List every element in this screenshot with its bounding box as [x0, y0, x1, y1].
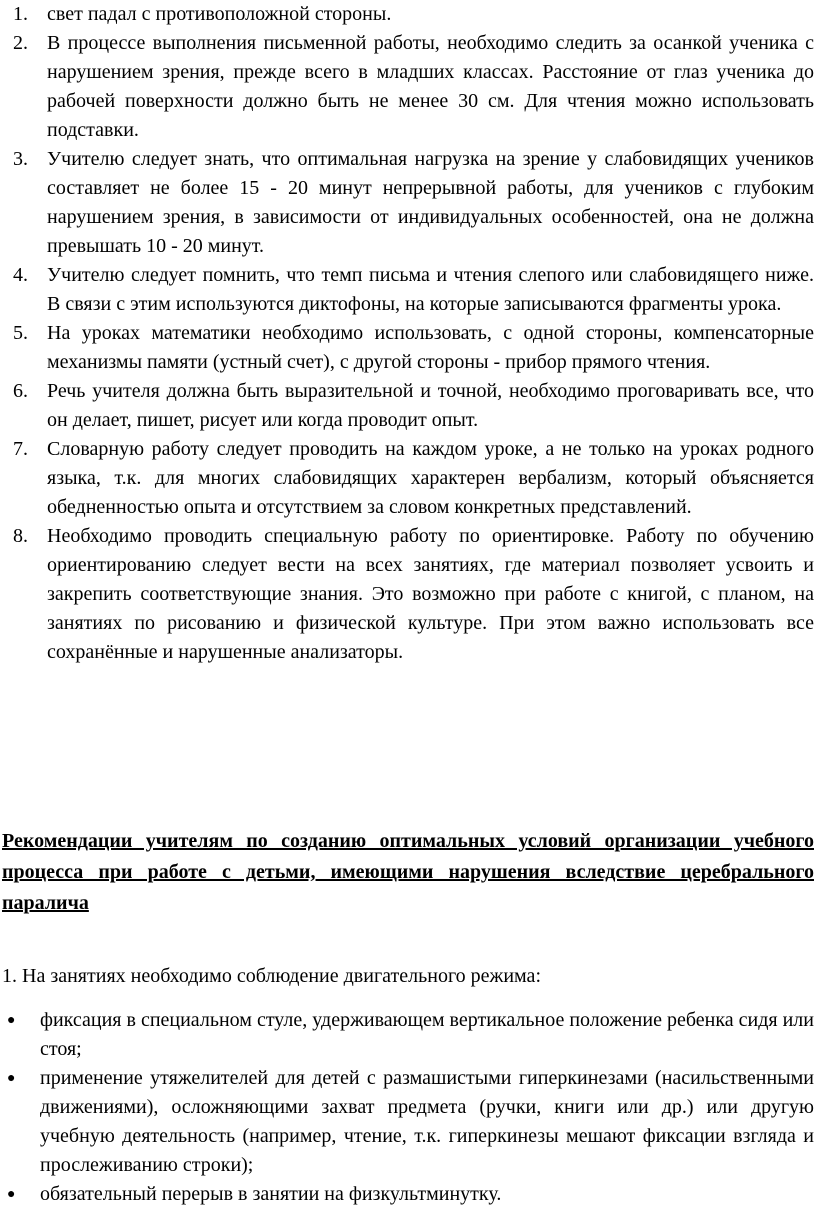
list-number: 7. — [13, 438, 28, 460]
bullet-item — [0, 1064, 814, 1180]
bullet-icon: ● — [7, 1013, 16, 1028]
list-item — [0, 0, 814, 29]
bullet-list — [0, 1006, 814, 1209]
bullet-item-text: обязательный перерыв в занятии на физкультминутку. — [40, 1183, 502, 1205]
bullet-icon: ● — [7, 1187, 16, 1202]
list-item — [0, 522, 814, 667]
list-item-text: Учителю следует помнить, что темп письма и чтения слепого или слабовидящего ниже. В связи с этим используются диктофоны, на которые записываются фрагменты урока. — [47, 264, 814, 315]
list-number: 1. — [13, 3, 28, 25]
list-item-text: Словарную работу следует проводить на каждом уроке, а не только на уроках родного языка, т.к. для многих слабовидящих характерен вербализм, который объясняется обедненностью опыта и отсутствием за словом конкретных представлений. — [47, 438, 814, 518]
list-item — [0, 319, 814, 377]
bullet-icon: ● — [7, 1071, 16, 1086]
section-heading: Рекомендации учителям по созданию оптимальных условий организации учебного процесса при работе с детьми, имеющими нарушения вследствие церебрального паралича — [2, 830, 814, 914]
list-number: 4. — [13, 264, 28, 286]
list-item-text: свет падал с противоположной стороны. — [47, 3, 392, 25]
bullet-item — [0, 1006, 814, 1064]
list-item-text: Речь учителя должна быть выразительной и точной, необходимо проговаривать все, что он делает, пишет, рисует или когда проводит опыт. — [47, 380, 814, 431]
list-number: 3. — [13, 148, 28, 170]
list-number: 8. — [13, 525, 28, 547]
list-item-text: Учителю следует знать, что оптимальная нагрузка на зрение у слабовидящих учеников составляет не более 15 - 20 минут непрерывной работы, для учеников с глубоким нарушением зрения, в зависимости от индивидуальных особенностей, она не должна превышать 10 - 20 минут. — [47, 148, 814, 257]
list-item-text: В процессе выполнения письменной работы, необходимо следить за осанкой ученика с нарушением зрения, прежде всего в младших классах. Расстояние от глаз ученика до рабочей поверхности должно быть не менее 30 см. Для чтения можно использовать подставки. — [47, 32, 814, 141]
list-item — [0, 29, 814, 145]
list-item-text: Необходимо проводить специальную работу по ориентировке. Работу по обучению ориентированию следует вести на всех занятиях, где материал позволяет усвоить и закрепить соответствующие знания. Это возможно при работе с книгой, с планом, на занятиях по рисованию и физической культуре. При этом важно использовать все сохранённые и нарушенные анализаторы. — [47, 525, 814, 663]
bullet-item-text: применение утяжелителей для детей с размашистыми гиперкинезами (насильственными движениями), осложняющими захват предмета (ручки, книги или др.) или другую учебную деятельность (например, чтение, т.к. гиперкинезы мешают фиксации взгляда и прослеживанию строки); — [40, 1067, 814, 1176]
list-number: 2. — [13, 32, 28, 54]
subsection-title: 1. На занятиях необходимо соблюдение двигательного режима: — [2, 965, 541, 987]
list-item-text: На уроках математики необходимо использовать, с одной стороны, компенсаторные механизмы памяти (устный счет), с другой стороны - прибор прямого чтения. — [47, 322, 814, 373]
bullet-item-text: фиксация в специальном стуле, удерживающем вертикальное положение ребенка сидя или стоя; — [40, 1009, 814, 1060]
list-item — [0, 435, 814, 522]
list-number: 5. — [13, 322, 28, 344]
list-item — [0, 145, 814, 261]
bullet-item — [0, 1180, 814, 1209]
list-item — [0, 377, 814, 435]
list-number: 6. — [13, 380, 28, 402]
list-item — [0, 261, 814, 319]
